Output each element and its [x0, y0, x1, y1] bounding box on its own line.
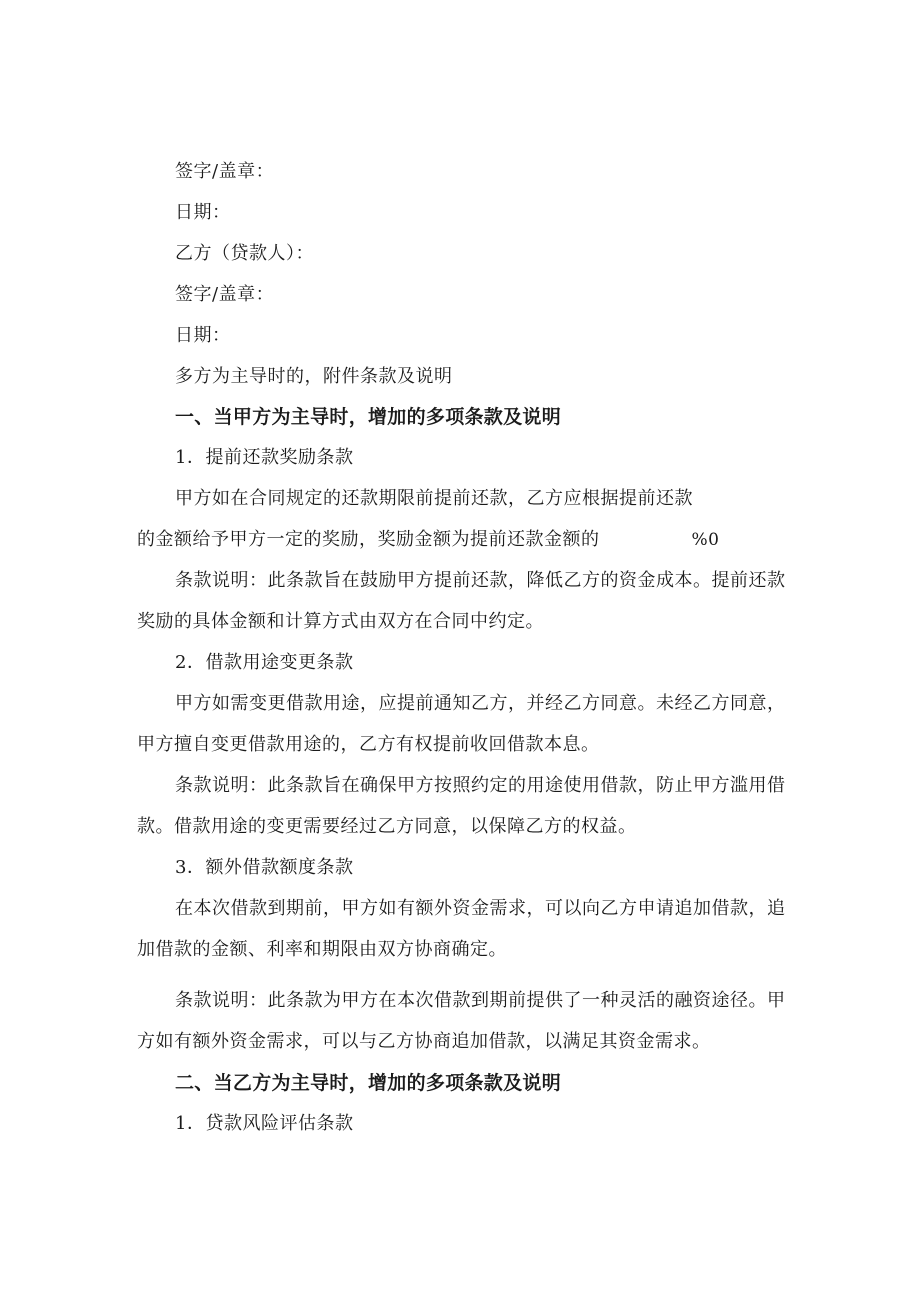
section-1-item-3-paragraph-line-1: 在本次借款到期前，甲方如有额外资金需求，可以向乙方申请追加借款，追 — [175, 898, 786, 919]
section-1-item-3-title: 3．额外借款额度条款 — [175, 857, 354, 878]
section-1-heading: 一、当甲方为主导时，增加的多项条款及说明 — [175, 406, 562, 428]
paragraph-text: 的金额给予甲方一定的奖励，奖励金额为提前还款金额的 — [137, 529, 600, 550]
party-b-label: 乙方（贷款人）： — [175, 243, 314, 264]
section-1-item-2-title: 2．借款用途变更条款 — [175, 652, 354, 673]
party-b-date-label: 日期： — [175, 325, 231, 346]
section-2-item-1-title: 1．贷款风险评估条款 — [175, 1113, 354, 1134]
section-1-item-2-note-line-2: 款。借款用途的变更需要经过乙方同意，以保障乙方的权益。 — [137, 816, 637, 837]
section-1-item-1-title: 1．提前还款奖励条款 — [175, 447, 354, 468]
section-1-item-1-note-line-1: 条款说明：此条款旨在鼓励甲方提前还款，降低乙方的资金成本。提前还款 — [175, 570, 786, 591]
section-1-item-2-note-line-1: 条款说明：此条款旨在确保甲方按照约定的用途使用借款，防止甲方滥用借 — [175, 775, 786, 796]
section-1-item-2-paragraph-line-1: 甲方如需变更借款用途，应提前通知乙方，并经乙方同意。未经乙方同意， — [175, 693, 786, 714]
permille-unit: %0 — [691, 530, 720, 550]
section-1-item-2-paragraph-line-2: 甲方擅自变更借款用途的，乙方有权提前收回借款本息。 — [137, 734, 600, 755]
section-1-item-3-paragraph-line-2: 加借款的金额、利率和期限由双方协商确定。 — [137, 939, 507, 960]
section-1-item-3-note-line-2: 方如有额外资金需求，可以与乙方协商追加借款，以满足其资金需求。 — [137, 1031, 711, 1052]
party-a-date-label: 日期： — [175, 202, 231, 223]
section-1-item-1-note-line-2: 奖励的具体金额和计算方式由双方在合同中约定。 — [137, 611, 544, 632]
party-b-signature-label: 签字/盖章： — [175, 284, 275, 305]
section-1-item-1-paragraph-line-2 — [137, 528, 719, 552]
section-2-heading: 二、当乙方为主导时，增加的多项条款及说明 — [175, 1072, 562, 1094]
section-1-item-1-paragraph-line-1: 甲方如在合同规定的还款期限前提前还款，乙方应根据提前还款 — [175, 488, 693, 509]
attachment-intro: 多方为主导时的，附件条款及说明 — [175, 366, 453, 387]
party-a-signature-label: 签字/盖章： — [175, 161, 275, 182]
section-1-item-3-note-line-1: 条款说明：此条款为甲方在本次借款到期前提供了一种灵活的融资途径。甲 — [175, 990, 786, 1011]
